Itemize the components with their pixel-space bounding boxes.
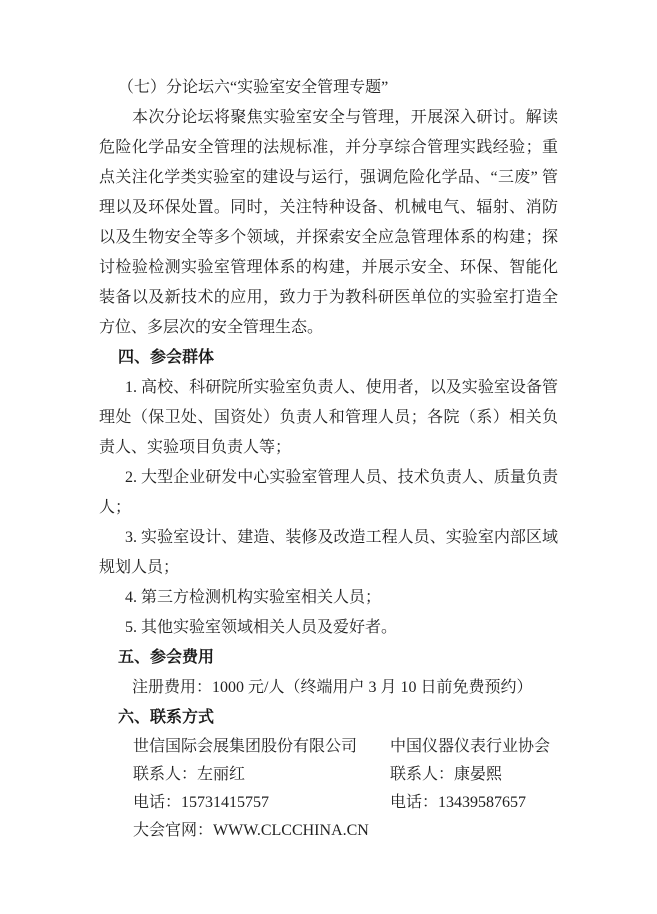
contact-column-left <box>133 733 390 845</box>
contact-left-person: 联系人：左丽红 <box>133 766 246 783</box>
conference-website: 大会官网：WWW.CLCCHINA.CN <box>133 822 369 839</box>
contact-right-person: 联系人：康晏熙 <box>390 766 503 783</box>
subforum-six-description: 本次分论坛将聚焦实验室安全与管理，开展深入研讨。解读危险化学品安全管理的法规标准，并分享综合管理实践经验；重点关注化学类实验室的建设与运行，强调危险化学品、“三废” 管理以及环保处置。同时，关注特种设备、机械电气、辐射、消防以及生物安全等多个领域，并探索安全应急管理体系的构建；探讨检验检测实验室管理体系的构建，并展示安全、环保、智能化装备以及新技术的应用，致力于为教科研医单位的实验室打造全方位、多层次的安全管理生态。 <box>99 109 558 336</box>
contact-left-organization: 世信国际会展集团股份有限公司 <box>133 738 358 755</box>
attendee-item-1: 1. 高校、科研院所实验室负责人、使用者，以及实验室设备管理处（保卫处、国资处）负责人和管理人员；各院（系）相关负责人、实验项目负责人等； <box>99 379 558 456</box>
attendee-item-2: 2. 大型企业研发中心实验室管理人员、技术负责人、质量负责人； <box>99 469 558 516</box>
section-heading-fees: 五、参会费用 <box>118 649 215 666</box>
subforum-six-heading: （七）分论坛六“实验室安全管理专题” <box>118 79 389 96</box>
contact-block <box>133 733 558 845</box>
registration-fee-line: 注册费用：1000 元/人（终端用户 3 月 10 日前免费预约） <box>132 679 533 696</box>
attendee-item-4: 4. 第三方检测机构实验室相关人员； <box>125 589 382 606</box>
section-heading-attendee-groups: 四、参会群体 <box>118 349 215 366</box>
section-heading-contact: 六、联系方式 <box>118 709 215 726</box>
contact-column-right <box>390 733 558 845</box>
attendee-item-3: 3. 实验室设计、建造、装修及改造工程人员、实验室内部区域规划人员； <box>99 529 558 576</box>
contact-right-phone: 电话：13439587657 <box>390 794 527 811</box>
attendee-item-5: 5. 其他实验室领域相关人员及爱好者。 <box>125 619 398 636</box>
contact-right-organization: 中国仪器仪表行业协会 <box>390 738 551 755</box>
contact-left-phone: 电话：15731415757 <box>133 794 270 811</box>
document-content <box>99 73 558 845</box>
